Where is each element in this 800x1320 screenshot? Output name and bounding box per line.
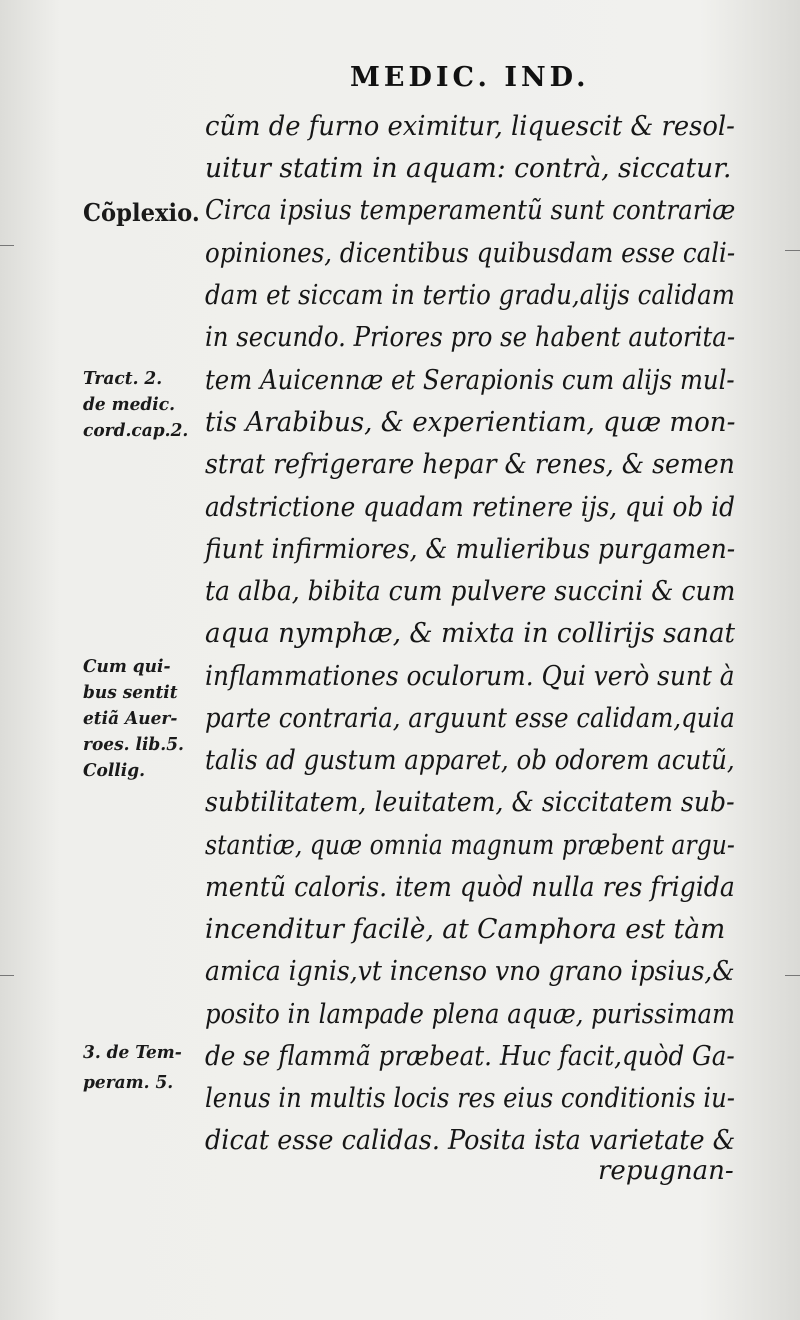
text-line: ta alba, bibita cum pulvere succini & cum <box>205 576 736 607</box>
text-line: posito in lampade plena aquæ, purissimam <box>205 999 736 1030</box>
catchword: repugnan- <box>598 1156 734 1186</box>
text-line: incenditur facilè, at Camphora est tàm <box>205 914 726 945</box>
edge-mark <box>0 245 14 246</box>
margin-note-cum-quibus-line: roes. lib.5. <box>83 734 184 755</box>
running-header: MEDIC. IND. <box>350 62 590 93</box>
text-line: aqua nymphæ, & mixta in collirijs sanat <box>205 618 736 649</box>
text-line: amica ignis,vt incenso vno grano ipsius,& <box>205 956 735 987</box>
margin-note-cum-quibus-line: bus sentit <box>83 682 178 703</box>
text-line: subtilitatem, leuitatem, & siccitatem sub- <box>205 787 735 818</box>
edge-mark <box>785 250 800 251</box>
margin-note-complexio: Cõplexio. <box>83 198 200 227</box>
text-line: Circa ipsius temperamentũ sunt contrariæ <box>205 195 736 226</box>
margin-note-tract-line: de medic. <box>83 394 175 415</box>
text-line: mentũ caloris. item quòd nulla res frigida <box>205 872 735 903</box>
text-line: opiniones, dicentibus quibusdam esse cali- <box>205 238 736 269</box>
margin-note-cum-quibus-line: etiã Auer- <box>83 708 178 729</box>
edge-mark <box>0 975 14 976</box>
margin-note-cum-quibus-line: Collig. <box>83 760 146 781</box>
text-line: adstrictione quadam retinere ijs, qui ob id <box>205 492 735 523</box>
text-line: fiunt infirmiores, & mulieribus purgamen- <box>205 534 736 565</box>
text-line: parte contraria, arguunt esse calidam,quia <box>205 703 735 734</box>
text-line: stantiæ, quæ omnia magnum præbent argu- <box>205 830 735 861</box>
text-line: strat refrigerare hepar & renes, & semen <box>205 449 735 480</box>
margin-note-temperam-line: peram. 5. <box>83 1072 174 1093</box>
text-line: inflammationes oculorum. Qui verò sunt à <box>205 661 735 692</box>
margin-note-temperam-line: 3. de Tem- <box>83 1042 182 1063</box>
text-line: tis Arabibus, & experientiam, quæ mon- <box>205 407 736 438</box>
text-line: in secundo. Priores pro se habent autorita- <box>205 322 736 353</box>
text-line: lenus in multis locis res eius conditionis iu- <box>205 1083 735 1114</box>
text-line: dam et siccam in tertio gradu,alijs calidam <box>205 280 735 311</box>
edge-mark <box>785 975 800 976</box>
text-line: dicat esse calidas. Posita ista varietate & <box>205 1125 736 1156</box>
text-line: tem Auicennæ et Serapionis cum alijs mul- <box>205 365 735 396</box>
text-line: de se flammã præbeat. Huc facit,quòd Ga- <box>205 1041 735 1072</box>
text-line: talis ad gustum apparet, ob odorem acutũ, <box>205 745 735 776</box>
text-line: uitur statim in aquam: contrà, siccatur. <box>205 153 732 184</box>
margin-note-cum-quibus-line: Cum qui- <box>83 656 171 677</box>
margin-note-tract-line: cord.cap.2. <box>83 420 189 441</box>
margin-note-tract-line: Tract. 2. <box>83 368 163 389</box>
text-line: cũm de furno eximitur, liquescit & resol- <box>205 111 735 142</box>
